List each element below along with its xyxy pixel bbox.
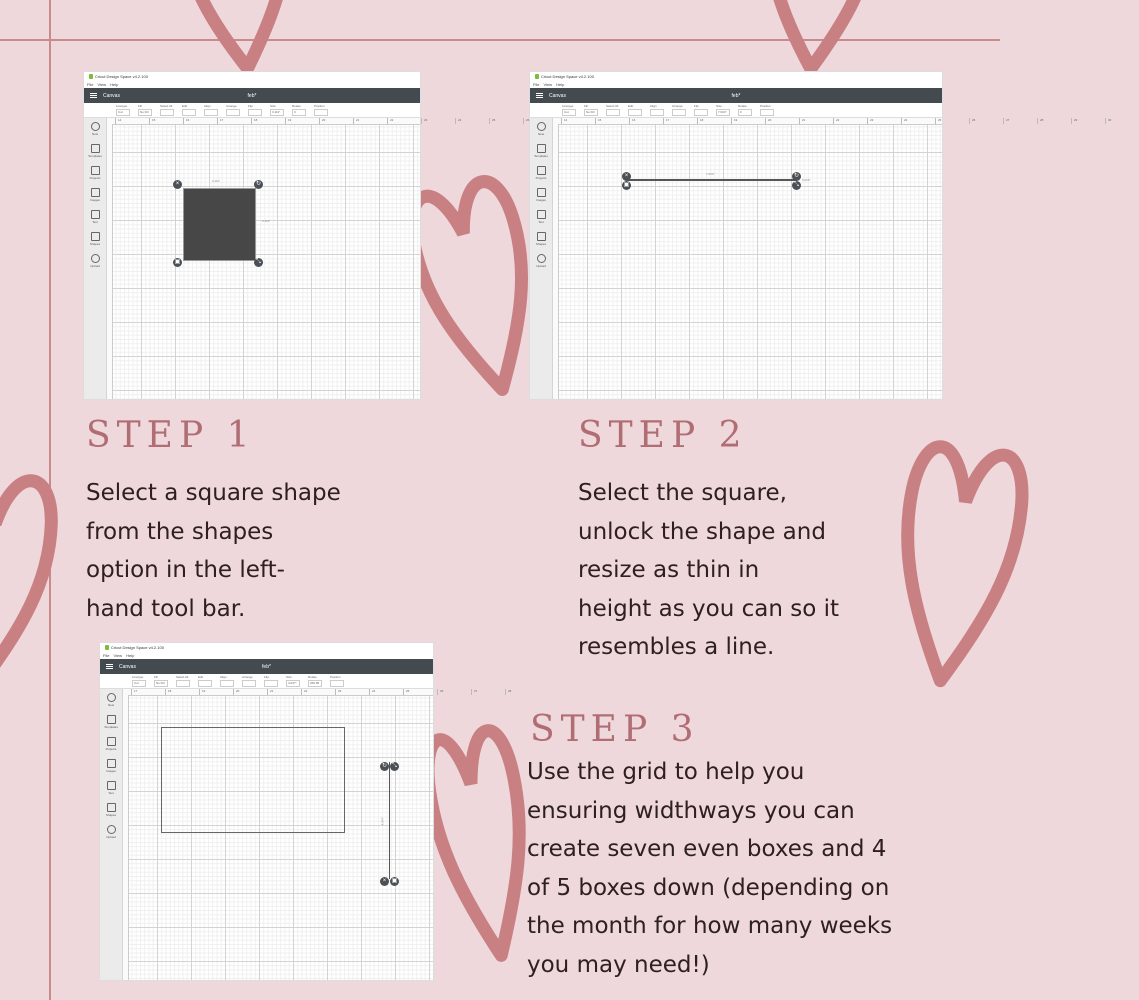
title-bar — [100, 643, 433, 652]
toolbar-control[interactable] — [330, 680, 344, 687]
ruler-tick: 23 — [867, 118, 901, 124]
toolbar-label: Flip — [248, 104, 253, 108]
cricut-logo-icon — [535, 74, 539, 79]
toolbar-label: Edit — [628, 104, 634, 108]
toolbar-control[interactable] — [628, 109, 642, 116]
toolbar-control[interactable]: No Fill — [584, 109, 598, 116]
sidebar-item-images[interactable] — [530, 184, 552, 206]
step-text-line: resembles a line. — [578, 634, 775, 660]
step-text-line: hand tool bar. — [86, 595, 246, 622]
toolbar-label: Rotate — [292, 104, 301, 108]
toolbar-control[interactable] — [204, 109, 218, 116]
hamburger-menu-icon[interactable] — [106, 664, 113, 669]
sidebar-item-label: Upload — [106, 835, 116, 839]
hamburger-menu-icon[interactable] — [536, 93, 543, 98]
toolbar-flip[interactable] — [248, 103, 262, 116]
shapes-icon — [107, 803, 116, 812]
toolbar-edit[interactable] — [182, 103, 196, 116]
sidebar-item-label: New — [91, 132, 98, 136]
ruler-tick: 26 — [969, 118, 1003, 124]
toolbar-control[interactable]: 3.111" — [270, 109, 284, 116]
vertical-line-shape[interactable] — [389, 762, 390, 879]
design-canvas[interactable] — [107, 118, 420, 399]
sidebar-item-projects[interactable] — [84, 162, 106, 184]
sidebar-item-new[interactable] — [84, 118, 106, 140]
menu-bar — [84, 81, 420, 88]
title-bar — [84, 72, 420, 81]
sidebar-item-upload[interactable] — [530, 250, 552, 272]
sidebar-item-label: Shapes — [105, 813, 117, 817]
ruler-tick: 25 — [403, 689, 437, 695]
text-icon — [537, 210, 546, 219]
toolbar-control[interactable] — [672, 109, 686, 116]
plus-circle-icon — [91, 122, 100, 131]
ruler-tick: 21 — [799, 118, 833, 124]
ruler-tick: 18 — [251, 118, 285, 124]
sidebar-item-label: Projects — [105, 747, 117, 751]
toolbar-fill[interactable] — [138, 103, 152, 116]
toolbar-control[interactable]: Cut — [562, 109, 576, 116]
project-name: feb* — [247, 92, 257, 99]
toolbar-rotate[interactable] — [738, 103, 752, 116]
ruler-tick: 17 — [217, 118, 251, 124]
resize-handle-icon[interactable]: ⤡ — [792, 181, 801, 190]
toolbar-label: Size — [270, 104, 276, 108]
shapes-icon — [91, 232, 100, 241]
toolbar-align[interactable] — [650, 103, 664, 116]
horizontal-ruler — [123, 689, 512, 696]
sidebar-item-upload[interactable] — [100, 821, 122, 843]
menu-view[interactable]: View — [113, 653, 123, 658]
step-2-title: STEP 2 — [578, 415, 748, 456]
toolbar-control[interactable] — [760, 109, 774, 116]
toolbar-control[interactable]: 0 — [292, 109, 306, 116]
rotate-handle-icon[interactable]: ↻ — [793, 173, 800, 179]
sidebar-item-label: Images — [90, 198, 100, 202]
toolbar-label: Flip — [264, 675, 269, 679]
toolbar-position[interactable] — [314, 103, 328, 116]
toolbar-label: Rotate — [738, 104, 747, 108]
workspace — [530, 118, 1112, 399]
toolbar-label: Align — [204, 104, 211, 108]
projects-icon — [91, 166, 100, 175]
toolbar-control[interactable]: No Fill — [138, 109, 152, 116]
toolbar-label: Arrange — [672, 104, 683, 108]
ruler-tick: 15 — [149, 118, 183, 124]
delete-handle-icon[interactable]: × — [380, 877, 389, 886]
ruler-tick: 18 — [697, 118, 731, 124]
ruler-tick: 14 — [115, 118, 149, 124]
workspace — [100, 689, 512, 980]
ruler-tick: 30 — [1105, 118, 1139, 124]
left-toolbar — [530, 118, 553, 399]
ruler-tick: 24 — [455, 118, 489, 124]
sidebar-item-label: Images — [536, 198, 546, 202]
step-text-line: ensuring widthways you can — [527, 797, 855, 824]
ruler-tick: 20 — [319, 118, 353, 124]
sidebar-item-label: Upload — [536, 264, 546, 268]
toolbar-edit[interactable] — [628, 103, 642, 116]
ruler-tick: 19 — [199, 689, 233, 695]
step-text-line: unlock the shape and — [578, 518, 826, 545]
menu-bar — [100, 652, 433, 659]
ruler-tick: 27 — [1003, 118, 1037, 124]
toolbar-size[interactable] — [270, 103, 284, 116]
horizontal-ruler — [553, 118, 1112, 125]
sidebar-item-label: Projects — [89, 176, 101, 180]
upload-icon — [537, 254, 546, 263]
sidebar-item-text[interactable] — [530, 206, 552, 228]
ruler-tick: 16 — [183, 118, 217, 124]
ruler-tick: 26 — [437, 689, 471, 695]
lock-handle-icon[interactable]: ▣ — [174, 259, 181, 265]
images-icon — [537, 188, 546, 197]
toolbar-control[interactable] — [264, 680, 278, 687]
toolbar-align[interactable] — [220, 674, 234, 687]
toolbar-control[interactable]: 269.96 — [308, 680, 322, 687]
step-3-text — [527, 753, 892, 984]
ruler-tick: 28 — [1037, 118, 1071, 124]
heart-icon — [421, 728, 544, 963]
toolbar-control[interactable] — [176, 680, 190, 687]
cricut-logo-icon — [89, 74, 93, 79]
ruler-tick: 20 — [233, 689, 267, 695]
tshirt-icon — [537, 144, 546, 153]
toolbar-control[interactable]: 4.047" — [286, 680, 300, 687]
step-1-title: STEP 1 — [86, 415, 256, 456]
sidebar-item-label: New — [537, 132, 544, 136]
ruler-tick: 16 — [629, 118, 663, 124]
toolbar-label: Fill — [584, 104, 588, 108]
sidebar-item-shapes[interactable] — [530, 228, 552, 250]
toolbar-label: Select All — [606, 104, 619, 108]
toolbar-control[interactable]: 7.004" — [716, 109, 730, 116]
menu-bar — [530, 81, 942, 88]
screenshot-step-3 — [100, 643, 512, 980]
upload-icon — [91, 254, 100, 263]
app-header — [100, 659, 433, 674]
toolbar-arrange[interactable] — [672, 103, 686, 116]
toolbar — [530, 103, 942, 118]
toolbar-label: Fill — [138, 104, 142, 108]
toolbar-position[interactable] — [760, 103, 774, 116]
menu-view[interactable]: View — [543, 82, 553, 87]
step-3-title: STEP 3 — [530, 709, 700, 750]
step-text-line: resize as thin in — [578, 557, 760, 583]
toolbar-label: Fill — [154, 675, 158, 679]
height-dimension: 3.111" — [262, 219, 271, 223]
ruler-tick: 29 — [1071, 118, 1105, 124]
toolbar-align[interactable] — [204, 103, 218, 116]
ruler-tick: 23 — [421, 118, 455, 124]
toolbar-linetype[interactable] — [562, 103, 576, 116]
design-canvas[interactable] — [553, 118, 942, 399]
toolbar-label: Arrange — [226, 104, 237, 108]
ruler-tick: 21 — [267, 689, 301, 695]
toolbar-label: Select All — [176, 675, 189, 679]
toolbar-label: Edit — [198, 675, 204, 679]
step-1-text — [86, 474, 341, 628]
ruler-tick: 25 — [489, 118, 523, 124]
ruler-tick: 24 — [369, 689, 403, 695]
toolbar-linetype[interactable] — [132, 674, 146, 687]
ruler-tick: 22 — [387, 118, 421, 124]
left-toolbar — [84, 118, 107, 399]
toolbar-control[interactable]: Cut — [116, 109, 130, 116]
sidebar-item-new[interactable] — [100, 689, 122, 711]
toolbar-control[interactable] — [220, 680, 234, 687]
toolbar-control[interactable] — [198, 680, 212, 687]
step-text-line: create seven even boxes and 4 — [527, 836, 887, 862]
lock-handle-icon[interactable]: ▣ — [391, 878, 398, 884]
screenshot-step-2 — [530, 72, 1112, 399]
screenshot-step-1 — [84, 72, 530, 399]
sidebar-item-label: Projects — [535, 176, 547, 180]
toolbar-label: Select All — [160, 104, 173, 108]
ruler-tick: 22 — [833, 118, 867, 124]
step-text-line: from the shapes — [86, 518, 274, 545]
height-dimension: 0.069" — [802, 178, 811, 182]
sidebar-item-label: Shapes — [535, 242, 547, 246]
sidebar-item-text[interactable] — [100, 777, 122, 799]
title-bar — [530, 72, 942, 81]
rectangle-outline[interactable] — [161, 727, 345, 833]
toolbar-select-all[interactable] — [606, 103, 620, 116]
unlock-handle-icon[interactable]: ▣ — [623, 182, 630, 188]
toolbar-control[interactable]: No Fill — [154, 680, 168, 687]
ruler-tick: 23 — [335, 689, 369, 695]
step-text-line: Use the grid to help you — [527, 759, 805, 785]
menu-help[interactable]: Help — [110, 82, 119, 87]
heart-icon — [0, 472, 56, 693]
sidebar-item-projects[interactable] — [530, 162, 552, 184]
toolbar-label: Rotate — [308, 675, 317, 679]
projects-icon — [107, 737, 116, 746]
toolbar-label: Position — [330, 675, 341, 679]
toolbar-size[interactable] — [286, 674, 300, 687]
sidebar-item-label: Templates — [88, 154, 102, 158]
toolbar-arrange[interactable] — [242, 674, 256, 687]
toolbar-label: Linetype — [116, 104, 128, 108]
toolbar-fill[interactable] — [154, 674, 168, 687]
canvas-label: Canvas — [103, 92, 120, 99]
vertical-ruler — [123, 695, 129, 980]
toolbar-rotate[interactable] — [308, 674, 322, 687]
step-text-line: of 5 boxes down (depending on — [527, 874, 890, 901]
toolbar — [84, 103, 420, 118]
app-header — [84, 88, 420, 103]
images-icon — [91, 188, 100, 197]
window-title: Cricut Design Space v4.2.100 — [111, 645, 164, 650]
toolbar-select-all[interactable] — [160, 103, 174, 116]
projects-icon — [537, 166, 546, 175]
ruler-tick: 28 — [505, 689, 539, 695]
toolbar-control[interactable] — [650, 109, 664, 116]
ruler-tick: 17 — [663, 118, 697, 124]
sidebar-item-label: Templates — [534, 154, 548, 158]
step-text-line: option in the left- — [86, 557, 285, 583]
toolbar-flip[interactable] — [264, 674, 278, 687]
square-shape[interactable] — [183, 188, 256, 261]
toolbar-label: Align — [220, 675, 227, 679]
canvas-label: Canvas — [549, 92, 566, 99]
toolbar-control[interactable] — [242, 680, 256, 687]
toolbar-label: Flip — [694, 104, 699, 108]
shapes-icon — [537, 232, 546, 241]
ruler-tick: 22 — [301, 689, 335, 695]
sidebar-item-templates[interactable] — [84, 140, 106, 162]
window-title: Cricut Design Space v4.2.100 — [541, 74, 594, 79]
menu-view[interactable]: View — [97, 82, 107, 87]
toolbar-label: Size — [716, 104, 722, 108]
ruler-tick: 17 — [131, 689, 165, 695]
toolbar-select-all[interactable] — [176, 674, 190, 687]
step-text-line: Select the square, — [578, 480, 787, 506]
toolbar-linetype[interactable] — [116, 103, 130, 116]
delete-handle-icon[interactable]: × — [622, 172, 631, 181]
width-dimension: 3.111" — [212, 179, 221, 183]
ruler-tick: 27 — [471, 689, 505, 695]
step-text-line: the month for how many weeks — [527, 913, 893, 939]
canvas-label: Canvas — [119, 663, 136, 670]
project-name: feb* — [262, 663, 271, 670]
sidebar-item-shapes[interactable] — [100, 799, 122, 821]
sidebar-item-shapes[interactable] — [84, 228, 106, 250]
cricut-logo-icon — [105, 645, 109, 650]
toolbar-fill[interactable] — [584, 103, 598, 116]
resize-handle-icon[interactable]: ⤡ — [254, 258, 263, 267]
toolbar-control[interactable] — [160, 109, 174, 116]
app-header — [530, 88, 942, 103]
sidebar-item-templates[interactable] — [530, 140, 552, 162]
toolbar-label: Linetype — [562, 104, 574, 108]
heart-icon — [181, 0, 297, 73]
project-name: feb* — [731, 92, 741, 99]
sidebar-item-label: Upload — [90, 264, 100, 268]
sidebar-item-label: Text — [538, 220, 544, 224]
menu-help[interactable]: Help — [126, 653, 135, 658]
step-text-line: Select a square shape — [86, 480, 341, 506]
ruler-tick: 18 — [165, 689, 199, 695]
sidebar-item-images[interactable] — [84, 184, 106, 206]
sidebar-item-upload[interactable] — [84, 250, 106, 272]
ruler-tick: 19 — [731, 118, 765, 124]
tshirt-icon — [107, 715, 116, 724]
ruler-tick: 14 — [561, 118, 595, 124]
text-icon — [107, 781, 116, 790]
ruler-tick: 25 — [935, 118, 969, 124]
delete-handle-icon[interactable]: × — [173, 180, 182, 189]
sidebar-item-templates[interactable] — [100, 711, 122, 733]
sidebar-item-label: Text — [108, 791, 114, 795]
toolbar-position[interactable] — [330, 674, 344, 687]
menu-file[interactable]: File — [87, 82, 94, 87]
sidebar-item-label: Shapes — [89, 242, 101, 246]
sidebar-item-images[interactable] — [100, 755, 122, 777]
images-icon — [107, 759, 116, 768]
toolbar-control[interactable] — [182, 109, 196, 116]
rotate-handle-icon[interactable]: ↻ — [255, 181, 262, 187]
vertical-ruler — [553, 124, 559, 399]
toolbar-control[interactable] — [248, 109, 262, 116]
line-shape[interactable] — [627, 179, 797, 181]
step-text-line: height as you can so it — [578, 595, 839, 622]
heart-icon — [762, 0, 872, 72]
text-icon — [91, 210, 100, 219]
toolbar-label: Align — [650, 104, 657, 108]
toolbar-rotate[interactable] — [292, 103, 306, 116]
toolbar-control[interactable] — [226, 109, 240, 116]
vertical-ruler — [107, 124, 113, 399]
window-title: Cricut Design Space v4.2.100 — [95, 74, 148, 79]
plus-circle-icon — [107, 693, 116, 702]
hamburger-menu-icon[interactable] — [90, 93, 97, 98]
ruler-tick: 15 — [595, 118, 629, 124]
height-dimension: 4.047" — [380, 816, 385, 826]
toolbar-flip[interactable] — [694, 103, 708, 116]
toolbar-label: Position — [314, 104, 325, 108]
toolbar-label: Size — [286, 675, 292, 679]
toolbar-control[interactable]: Cut — [132, 680, 146, 687]
menu-help[interactable]: Help — [556, 82, 565, 87]
toolbar-control[interactable] — [314, 109, 328, 116]
toolbar-label: Edit — [182, 104, 188, 108]
ruler-tick: 20 — [765, 118, 799, 124]
sidebar-item-label: Text — [92, 220, 98, 224]
rotate-handle-icon[interactable]: ↻ — [381, 763, 388, 769]
menu-file[interactable]: File — [103, 653, 110, 658]
tshirt-icon — [91, 144, 100, 153]
ruler-tick: 24 — [901, 118, 935, 124]
workspace — [84, 118, 530, 399]
width-dimension: 7.004" — [706, 172, 715, 176]
sidebar-item-label: New — [107, 703, 114, 707]
sidebar-item-label: Images — [106, 769, 116, 773]
toolbar-label: Position — [760, 104, 771, 108]
toolbar-control[interactable] — [694, 109, 708, 116]
toolbar-control[interactable]: 0 — [738, 109, 752, 116]
toolbar-size[interactable] — [716, 103, 730, 116]
resize-handle-icon[interactable]: ⤡ — [390, 762, 399, 771]
sidebar-item-label: Templates — [104, 725, 118, 729]
toolbar-label: Linetype — [132, 675, 144, 679]
toolbar-label: Arrange — [242, 675, 253, 679]
step-2-text — [578, 474, 839, 667]
horizontal-ruler — [107, 118, 530, 125]
ruler-tick: 21 — [353, 118, 387, 124]
toolbar-edit[interactable] — [198, 674, 212, 687]
toolbar-control[interactable] — [606, 109, 620, 116]
ruler-tick: 19 — [285, 118, 319, 124]
ruler-tick: 26 — [523, 118, 557, 124]
menu-file[interactable]: File — [533, 82, 540, 87]
sidebar-item-projects[interactable] — [100, 733, 122, 755]
step-text-line: you may need!) — [527, 951, 710, 978]
left-toolbar — [100, 689, 123, 980]
heart-icon — [886, 443, 1028, 688]
toolbar-arrange[interactable] — [226, 103, 240, 116]
toolbar — [100, 674, 433, 689]
upload-icon — [107, 825, 116, 834]
sidebar-item-text[interactable] — [84, 206, 106, 228]
